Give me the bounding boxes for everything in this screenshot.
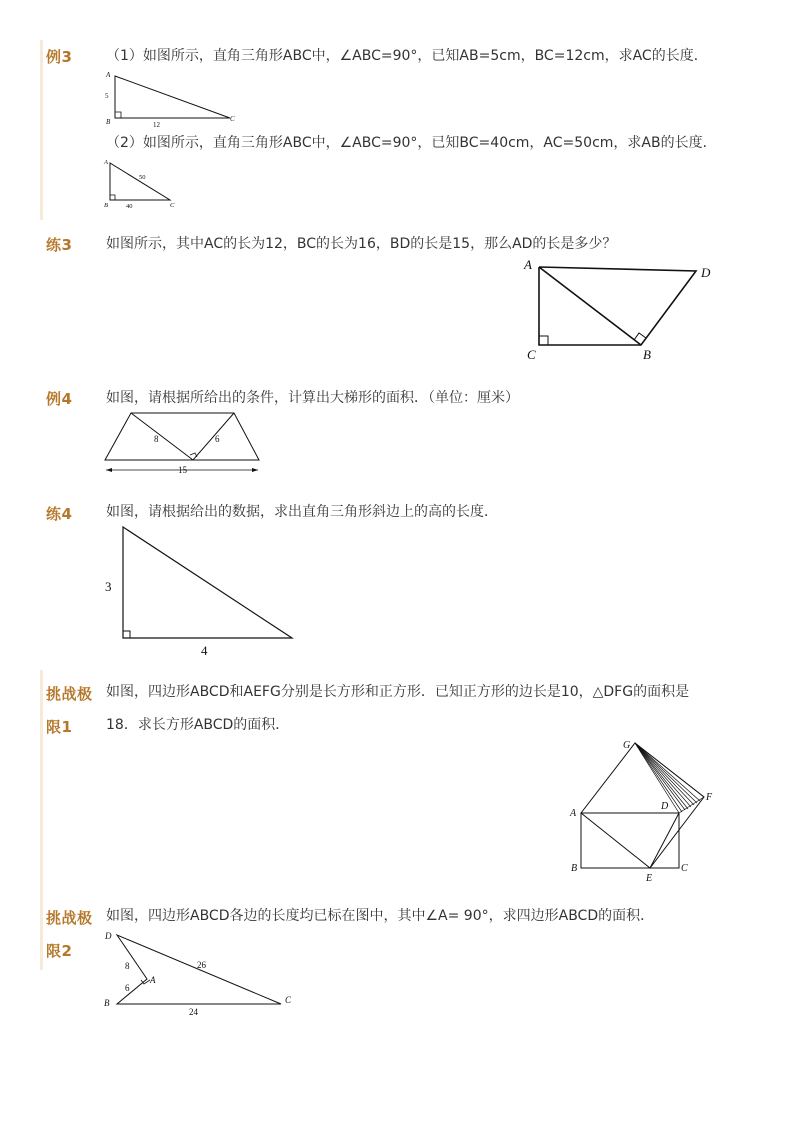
ex4-figure [100, 410, 270, 478]
label-d: D [105, 931, 112, 941]
right-angle-mark-b [634, 333, 646, 340]
ex3-part2-text: （2）如图所示，直角三角形ABC中，∠ABC=90°，已知BC=40cm，AC=50cm，求AB的长度． [106, 135, 717, 151]
label-a: A [104, 159, 108, 166]
section-tag-ex3: 例3 [46, 48, 73, 66]
label-b: B [571, 863, 578, 874]
label-e: E [646, 873, 653, 884]
side-ab-length: 5 [105, 92, 109, 100]
label-b: B [643, 347, 651, 362]
section-tag-pr3: 练3 [46, 236, 73, 254]
ex3-part2-figure [100, 157, 190, 212]
ch1-text-line2: 18．求长方形ABCD的面积． [106, 717, 290, 733]
pr4-figure [100, 520, 300, 660]
right-triangle [123, 527, 292, 638]
right-triangle [115, 76, 230, 118]
label-a: A [150, 975, 156, 985]
ch2-figure [100, 925, 300, 1020]
right-angle-mark [115, 112, 121, 118]
section-tag-ch1-line2: 限1 [46, 718, 73, 736]
right-leg-length: 6 [215, 434, 220, 444]
side-bc-length: 12 [153, 121, 160, 129]
arrow-right [252, 468, 258, 472]
left-margin-bar [40, 40, 43, 220]
section-tag-ch1-line1: 挑战极 [46, 685, 93, 703]
side-ac-length: 50 [139, 174, 146, 181]
label-d: D [701, 265, 711, 280]
label-b: B [106, 118, 111, 126]
base-label: 4 [201, 643, 208, 658]
label-c: C [527, 347, 536, 362]
left-leg-length: 8 [154, 434, 159, 444]
arrow-left [106, 468, 112, 472]
label-a: A [570, 808, 577, 819]
right-triangle [110, 163, 170, 200]
section-tag-ch2-line2: 限2 [46, 942, 73, 960]
diagonal-ab [539, 267, 641, 345]
segment-de [650, 813, 679, 868]
ex4-text: 如图，请根据所给出的条件，计算出大梯形的面积．（单位：厘米） [106, 390, 519, 406]
label-c: C [230, 115, 235, 123]
label-f: F [706, 792, 713, 803]
section-tag-ex4: 例4 [46, 390, 73, 408]
side-bc-length: 24 [189, 1007, 198, 1017]
right-angle-mark-c [539, 336, 548, 345]
pr3-text: 如图所示，其中AC的长为12，BC的长为16，BD的长是15，那么AD的长是多少？ [106, 236, 617, 252]
label-c: C [285, 995, 292, 1005]
right-angle-mark [110, 195, 115, 200]
pr3-figure [520, 255, 720, 365]
label-c: C [170, 202, 175, 209]
triangle-dfg-hatch [635, 743, 704, 813]
label-a: A [106, 71, 111, 79]
pr4-text: 如图，请根据给出的数据，求出直角三角形斜边上的高的长度． [106, 504, 498, 520]
ex3-part1-figure [100, 68, 240, 130]
ch1-figure [565, 733, 725, 885]
label-g: G [623, 740, 631, 751]
base-length: 15 [178, 465, 187, 475]
side-bc-length: 40 [126, 203, 133, 210]
left-margin-bar [40, 670, 43, 970]
trapezoid [105, 413, 259, 460]
section-tag-pr4: 练4 [46, 505, 73, 523]
label-c: C [681, 863, 688, 874]
label-b: B [104, 998, 110, 1008]
side-dc-length: 26 [197, 960, 206, 970]
side-ab-length: 6 [125, 983, 130, 993]
right-angle-mark [123, 631, 130, 638]
label-d: D [661, 801, 669, 812]
side-da-length: 8 [125, 961, 130, 971]
ch2-text: 如图，四边形ABCD各边的长度均已标在图中，其中∠A= 90°，求四边形ABCD的面积． [106, 908, 655, 924]
label-b: B [104, 202, 108, 209]
section-tag-ch2-line1: 挑战极 [46, 909, 93, 927]
height-label: 3 [105, 579, 112, 594]
quadrilateral [539, 267, 696, 345]
label-a: A [524, 257, 532, 272]
ch1-text-line1: 如图，四边形ABCD和AEFG分别是长方形和正方形．已知正方形的边长是10，△DFG的面积是 [106, 684, 690, 700]
ex3-part1-text: （1）如图所示，直角三角形ABC中，∠ABC=90°，已知AB=5cm，BC=12cm，求AC的长度． [106, 48, 708, 64]
